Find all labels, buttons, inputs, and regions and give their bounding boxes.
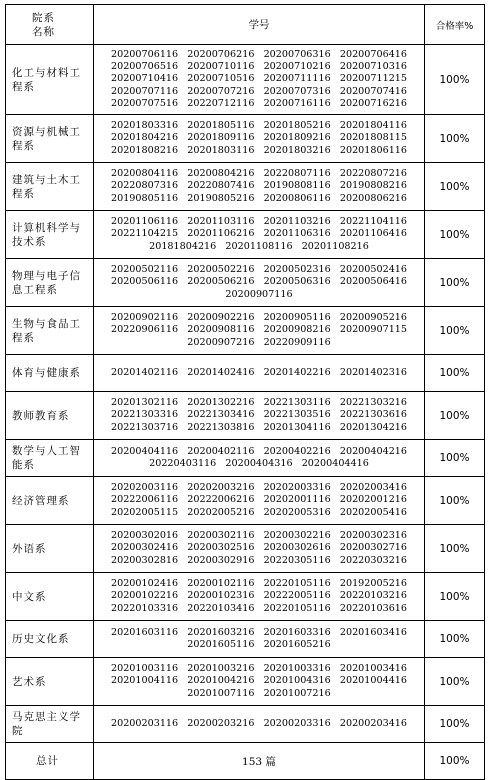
header-row — [6, 5, 485, 45]
table-body — [6, 45, 485, 743]
student-id-line: 20201106116 20201103116 20201103216 20221104116 — [110, 216, 407, 228]
total-count: 153 篇 — [242, 755, 276, 768]
student-ids-cell — [94, 706, 425, 743]
department-name: 计算机科学与 技术系 — [12, 221, 81, 248]
pass-rate-value: 100% — [439, 73, 470, 86]
student-id-line: 20201003116 20201003216 20201003316 20201003416 — [110, 663, 407, 675]
pass-rate-value: 100% — [439, 324, 470, 337]
student-id-line: 20220103316 20220103416 20220105116 20220103616 — [110, 602, 407, 614]
pass-rate-cell — [425, 573, 485, 621]
student-id-line: 20201603116 20201603216 20201603316 20201603416 — [110, 626, 407, 638]
pass-rate-cell — [425, 355, 485, 392]
student-ids-cell — [94, 658, 425, 706]
department-cell — [6, 163, 94, 211]
pass-rate-cell — [425, 259, 485, 307]
student-id-line: 20200707116 20200707216 20200707316 20200707416 — [110, 85, 407, 97]
department-name: 化工与材料工 程系 — [12, 66, 81, 93]
student-id-line: 20200203116 20200203216 20200203316 20200203416 — [110, 717, 407, 729]
pass-rate-cell — [425, 115, 485, 163]
student-id-line: 20200710416 20200710516 20200711116 20200711215 — [110, 73, 407, 85]
student-id-line: 20200302816 20200302916 20220305116 20220303216 — [110, 554, 407, 566]
student-id-line: 20201007116 20201007216 — [187, 687, 331, 699]
student-id-line: 20201803316 20201805116 20201805216 20201804116 — [110, 120, 407, 132]
total-rate: 100% — [439, 755, 470, 767]
student-id-line: 20200302016 20200302116 20200302216 20200302316 — [110, 530, 407, 542]
student-id-line: 20200707516 20220712116 20200716116 20200716216 — [110, 97, 407, 109]
table-row — [6, 259, 485, 307]
department-name: 资源与机械工 程系 — [12, 125, 81, 152]
student-ids-cell — [94, 392, 425, 440]
department-cell — [6, 440, 94, 477]
department-name: 建筑与土木工 程系 — [12, 173, 81, 200]
student-id-line: 20202003116 20202003216 20202003316 20202003416 — [110, 482, 407, 494]
department-cell — [6, 525, 94, 573]
student-id-line: 20200102416 20200102116 20220105116 20192005216 — [110, 578, 407, 590]
student-id-line: 20190805116 20190805216 20200806116 20200806216 — [110, 192, 407, 204]
department-cell — [6, 392, 94, 440]
student-id-line: 20200706516 20200710116 20200710216 20200710316 — [110, 61, 407, 73]
department-cell — [6, 355, 94, 392]
student-id-line: 20222006116 20222006216 20202001116 20202001216 — [110, 494, 407, 506]
department-name: 历史文化系 — [12, 633, 70, 645]
student-id-line: 20200404116 20200402116 20200402216 20200404216 — [110, 445, 407, 457]
student-ids-cell — [94, 45, 425, 115]
header-department-label: 院系 名称 — [32, 11, 55, 38]
table-row — [6, 115, 485, 163]
student-id-line: 20220906116 20200908116 20200908216 20200907115 — [110, 324, 407, 336]
department-cell — [6, 115, 94, 163]
table-row — [6, 307, 485, 355]
pass-rate-value: 100% — [439, 633, 470, 645]
table-row — [6, 211, 485, 259]
pass-rate-cell — [425, 525, 485, 573]
pass-rate-value: 100% — [439, 132, 470, 145]
student-id-line: 20181804216 20201108116 20201108216 — [149, 240, 369, 252]
pass-rate-value: 100% — [439, 590, 470, 603]
total-label-cell — [6, 743, 94, 780]
pass-rate-cell — [425, 211, 485, 259]
student-id-line: 20221104215 20201106216 20201106316 20201106416 — [110, 228, 407, 240]
department-name: 体育与健康系 — [12, 367, 81, 379]
student-id-line: 20201605116 20201605216 — [187, 639, 331, 650]
pass-rate-value: 100% — [439, 452, 470, 464]
department-name: 物理与电子信 息工程系 — [12, 269, 81, 296]
student-ids-cell — [94, 355, 425, 392]
pass-rate-cell — [425, 706, 485, 743]
table-row — [6, 163, 485, 211]
student-ids-cell — [94, 259, 425, 307]
pass-rate-value: 100% — [439, 718, 470, 730]
table-row — [6, 392, 485, 440]
total-rate-cell — [425, 743, 485, 780]
student-id-line: 20200502116 20200502216 20200502316 20200502416 — [110, 264, 407, 276]
student-id-line: 20220807316 20220807416 20190808116 20190808216 — [110, 180, 407, 192]
header-student-id — [94, 5, 425, 45]
student-ids-cell — [94, 477, 425, 525]
student-ids-cell — [94, 115, 425, 163]
table-row — [6, 477, 485, 525]
student-id-line: 20201808216 20201803116 20201803216 20201806116 — [110, 144, 407, 156]
pass-rate-cell — [425, 307, 485, 355]
student-id-line: 20201402116 20201402416 20201402216 20201402316 — [110, 366, 407, 378]
student-ids-cell — [94, 163, 425, 211]
total-row — [6, 743, 485, 780]
table-row — [6, 573, 485, 621]
department-name: 艺术系 — [12, 675, 47, 688]
student-id-line: 20220403116 20200404316 20200404416 — [149, 458, 369, 469]
pass-rate-cell — [425, 45, 485, 115]
student-id-line: 20200804116 20200804216 20220807116 20220807216 — [110, 168, 407, 180]
pass-rate-table — [5, 4, 485, 780]
student-ids-cell — [94, 307, 425, 355]
pass-rate-value: 100% — [439, 542, 470, 555]
student-ids-cell — [94, 211, 425, 259]
table-row — [6, 706, 485, 743]
department-cell — [6, 45, 94, 115]
department-cell — [6, 573, 94, 621]
student-ids-cell — [94, 573, 425, 621]
pass-rate-cell — [425, 440, 485, 477]
department-name: 经济管理系 — [12, 494, 70, 507]
department-cell — [6, 259, 94, 307]
pass-rate-value: 100% — [439, 180, 470, 193]
student-id-line: 20200706116 20200706216 20200706316 20200706416 — [110, 48, 407, 60]
total-count-cell — [94, 743, 425, 780]
student-ids-cell — [94, 621, 425, 658]
department-cell — [6, 211, 94, 259]
pass-rate-cell — [425, 477, 485, 525]
student-id-line: 20200506116 20200506216 20200506316 20200506416 — [110, 276, 407, 288]
table-row — [6, 440, 485, 477]
table-row — [6, 525, 485, 573]
department-name: 数学与人工智 能系 — [12, 445, 81, 471]
student-ids-cell — [94, 440, 425, 477]
department-name: 外语系 — [12, 542, 47, 555]
pass-rate-value: 100% — [439, 675, 470, 688]
pass-rate-value: 100% — [439, 409, 470, 422]
student-id-line: 20200907216 20220909116 — [187, 336, 331, 348]
department-cell — [6, 706, 94, 743]
student-ids-cell — [94, 525, 425, 573]
pass-rate-cell — [425, 658, 485, 706]
student-id-line: 20221303716 20221303816 20201304116 20201304216 — [110, 421, 407, 433]
student-id-line: 20202005115 20202005216 20202005316 20202005416 — [110, 506, 407, 518]
pass-rate-cell — [425, 392, 485, 440]
student-id-line: 20200907116 — [225, 288, 293, 300]
department-name: 教师教育系 — [12, 409, 70, 422]
department-cell — [6, 658, 94, 706]
student-id-line: 20201004116 20201004216 20201004316 20201004416 — [110, 675, 407, 687]
pass-rate-value: 100% — [439, 276, 470, 289]
table-row — [6, 621, 485, 658]
total-label: 总计 — [36, 755, 59, 767]
pass-rate-value: 100% — [439, 367, 470, 379]
department-cell — [6, 307, 94, 355]
pass-rate-cell — [425, 621, 485, 658]
department-cell — [6, 477, 94, 525]
department-name: 马克思主义学 院 — [12, 711, 81, 737]
table-row — [6, 658, 485, 706]
student-id-line: 20200302416 20200302516 20200302616 20200302716 — [110, 542, 407, 554]
table-row — [6, 45, 485, 115]
department-name: 中文系 — [12, 590, 47, 603]
department-name: 生物与食品工 程系 — [12, 317, 81, 344]
table-row — [6, 355, 485, 392]
student-id-line: 20200902116 20200902216 20200905116 20200905216 — [110, 312, 407, 324]
header-pass-rate-label: 合格率% — [435, 20, 474, 32]
header-student-id-label: 学号 — [248, 19, 270, 31]
department-cell — [6, 621, 94, 658]
student-id-line: 20201804216 20201809116 20201809216 20201808115 — [110, 132, 407, 144]
student-id-line: 20221303316 20221303416 20221303516 20221303616 — [110, 409, 407, 421]
pass-rate-cell — [425, 163, 485, 211]
pass-rate-value: 100% — [439, 228, 470, 241]
header-department — [6, 5, 94, 45]
student-id-line: 20200102216 20200102316 20222005116 20220103216 — [110, 590, 407, 602]
student-id-line: 20201302116 20201302216 20221303116 20221303216 — [110, 397, 407, 409]
header-pass-rate — [425, 5, 485, 45]
pass-rate-value: 100% — [439, 494, 470, 507]
